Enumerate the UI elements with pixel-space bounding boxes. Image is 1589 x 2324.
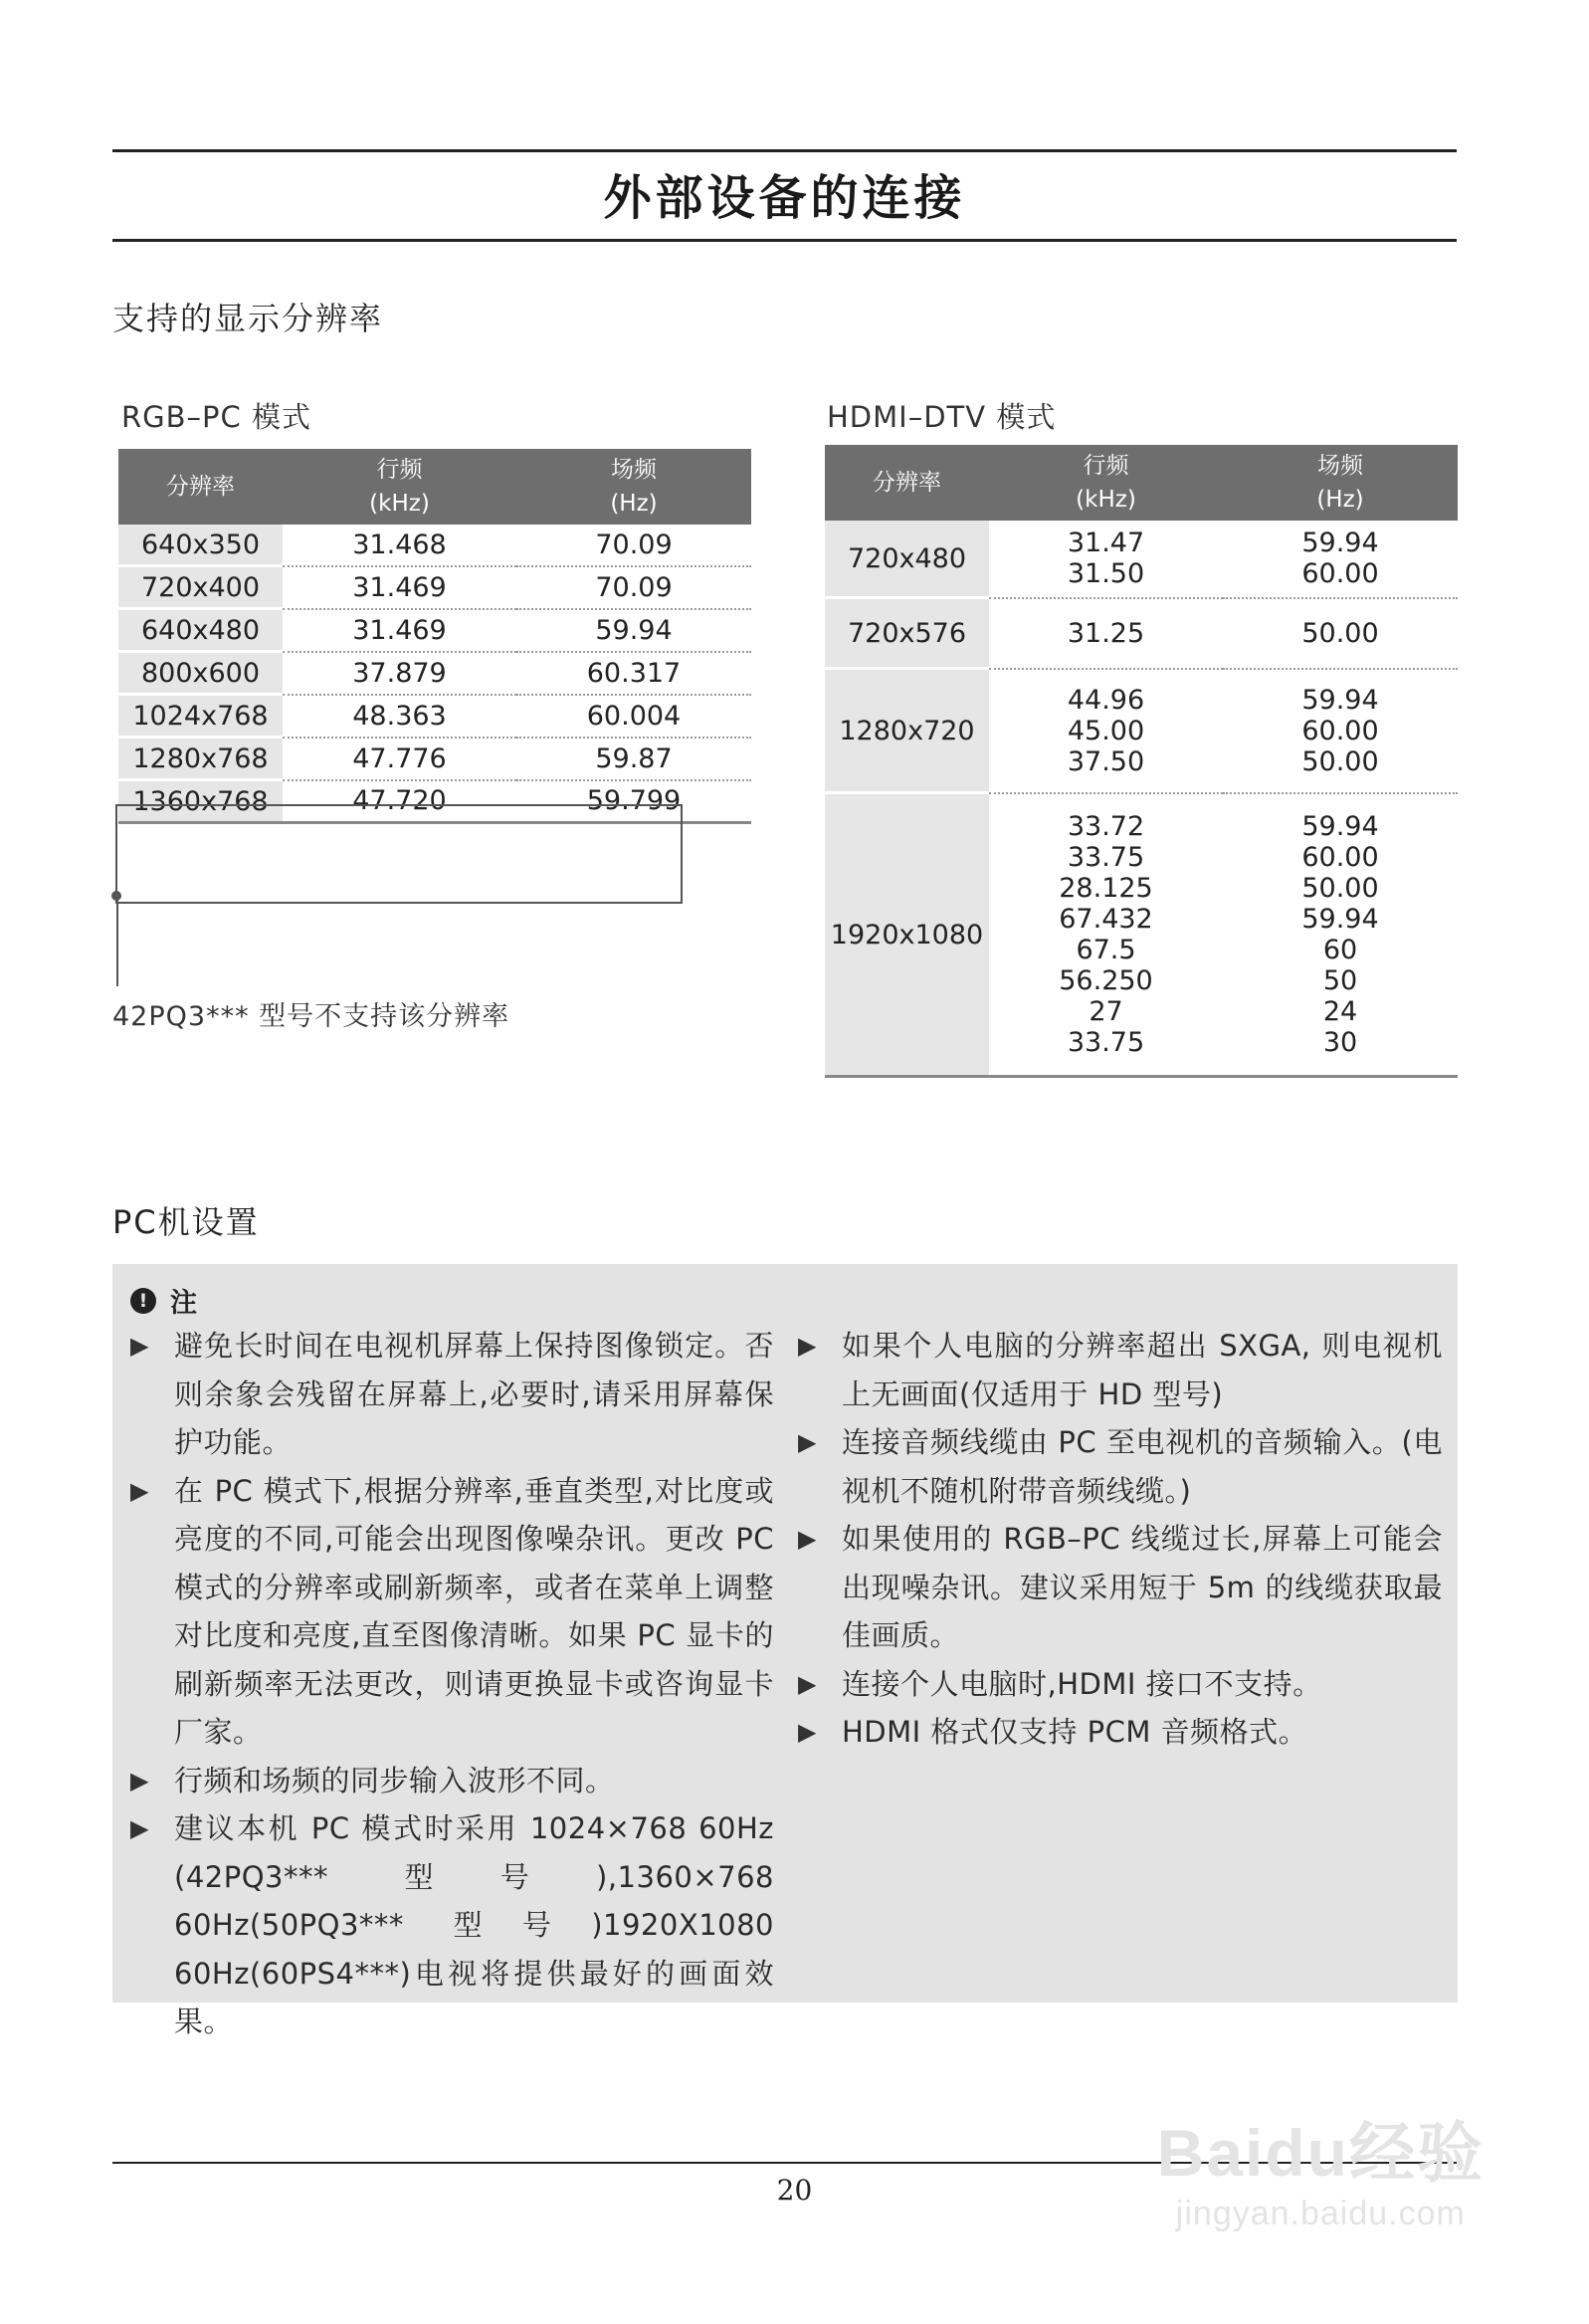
- table-header-row: [825, 445, 1458, 521]
- vfreq-cell: 70.09: [516, 566, 751, 609]
- rgb-pc-footnote: 42PQ3*** 型号不支持该分辨率: [112, 1001, 510, 1032]
- hfreq-value: 56.250: [1059, 964, 1153, 996]
- resolution-cell: 1280x768: [118, 738, 283, 780]
- hfreq-cell: 37.879: [283, 652, 516, 695]
- watermark-brand: Baidu经验: [1156, 2116, 1485, 2190]
- hfreq-value: 67.5: [1076, 934, 1136, 965]
- vfreq-cell: 59.799: [516, 780, 751, 823]
- note-left-column: [130, 1322, 774, 2046]
- note-item: [798, 1418, 1443, 1515]
- hfreq-value: 31.47: [1067, 528, 1145, 559]
- hfreq-cell: [989, 793, 1223, 1077]
- vfreq-value: 60.00: [1301, 841, 1379, 873]
- table-row: [825, 669, 1458, 793]
- vfreq-value: 24: [1322, 995, 1358, 1027]
- hfreq-cell: 47.720: [283, 780, 516, 823]
- vfreq-value: 59.94: [1301, 684, 1379, 716]
- section-heading-resolution: 支持的显示分辨率: [112, 300, 384, 337]
- hfreq-value: 33.72: [1067, 810, 1145, 842]
- note-text: 行频和场频的同步输入波形不同。: [174, 1763, 615, 1797]
- hfreq-value: 67.432: [1059, 903, 1153, 935]
- table-row: [118, 566, 751, 609]
- note-item: [798, 1708, 1443, 1757]
- hfreq-value: 37.50: [1067, 745, 1145, 777]
- hfreq-cell: 31.469: [283, 566, 516, 609]
- note-header: [130, 1281, 197, 1320]
- vfreq-cell: 59.94: [516, 609, 751, 652]
- bullet-triangle-icon: ▶: [130, 1814, 149, 1842]
- vfreq-value: 50.00: [1301, 617, 1379, 649]
- note-text: HDMI 格式仅支持 PCM 音频格式。: [842, 1715, 1308, 1749]
- table-header-row: [118, 449, 751, 525]
- vfreq-value: 50: [1322, 964, 1358, 996]
- note-item: [130, 1804, 774, 2046]
- note-text: 如果个人电脑的分辨率超出 SXGA, 则电视机上无画面(仅适用于 HD 型号): [842, 1329, 1443, 1411]
- hdmi-dtv-table: [825, 445, 1458, 1078]
- resolution-cell: 1280x720: [825, 669, 989, 793]
- table-row: [118, 738, 751, 780]
- resolution-cell: 720x576: [825, 598, 989, 669]
- bullet-triangle-icon: ▶: [130, 1766, 149, 1795]
- resolution-cell: 1360x768: [118, 780, 283, 823]
- header-resolution: 分辨率: [825, 445, 989, 521]
- hfreq-cell: 31.468: [283, 525, 516, 566]
- header-hfreq: 行频 (kHz): [283, 449, 516, 525]
- callout-line: [116, 899, 118, 986]
- top-rule-lower: [112, 239, 1457, 242]
- hfreq-cell: [989, 598, 1223, 669]
- note-right-column: [798, 1322, 1443, 1757]
- exclamation-icon: !: [130, 1288, 156, 1314]
- note-item: [798, 1322, 1443, 1418]
- header-resolution: 分辨率: [118, 449, 283, 525]
- bullet-triangle-icon: ▶: [130, 1332, 149, 1360]
- vfreq-value: 60: [1322, 934, 1358, 965]
- baidu-watermark: [1157, 2100, 1485, 2233]
- bullet-triangle-icon: ▶: [798, 1525, 817, 1553]
- vfreq-cell: 70.09: [516, 525, 751, 566]
- vfreq-cell: 60.004: [516, 695, 751, 738]
- resolution-cell: 640x350: [118, 525, 283, 566]
- hfreq-value: 27: [1089, 995, 1123, 1027]
- rgb-pc-caption: RGB–PC 模式: [121, 400, 311, 434]
- vfreq-value: 30: [1322, 1026, 1358, 1058]
- note-text: 避免长时间在电视机屏幕上保持图像锁定。否则余象会残留在屏幕上,必要时,请采用屏幕保护功能。: [174, 1329, 774, 1459]
- table-row: [118, 609, 751, 652]
- hfreq-cell: [989, 669, 1223, 793]
- resolution-cell: 800x600: [118, 652, 283, 695]
- vfreq-cell: [1223, 669, 1458, 793]
- header-hfreq: 行频 (kHz): [989, 445, 1223, 521]
- vfreq-cell: [1223, 598, 1458, 669]
- resolution-cell: 1024x768: [118, 695, 283, 738]
- table-row: [825, 598, 1458, 669]
- note-item: [130, 1757, 774, 1805]
- note-text: 连接音频线缆由 PC 至电视机的音频输入。(电视机不随机附带音频线缆。): [842, 1425, 1443, 1508]
- vfreq-cell: [1223, 521, 1458, 598]
- note-item: [130, 1322, 774, 1467]
- bullet-triangle-icon: ▶: [798, 1428, 817, 1456]
- hfreq-value: 31.50: [1067, 558, 1145, 590]
- resolution-cell: 720x480: [825, 521, 989, 598]
- table-row: [118, 525, 751, 566]
- note-text: 建议本机 PC 模式时采用 1024×768 60Hz (42PQ3*** 型号),1360×768 60Hz(50PQ3*** 型号)1920X1080 60Hz(60PS4***)电视将提供最好的画面效果。: [174, 1811, 774, 2038]
- hfreq-cell: 31.469: [283, 609, 516, 652]
- page-title: 外部设备的连接: [603, 170, 966, 226]
- top-rule-upper: [112, 149, 1457, 152]
- header-vfreq: 场频 (Hz): [1223, 445, 1458, 521]
- note-item: [798, 1660, 1443, 1709]
- vfreq-value: 59.94: [1301, 810, 1379, 842]
- table-row: [118, 695, 751, 738]
- note-text: 在 PC 模式下,根据分辨率,垂直类型,对比度或亮度的不同,可能会出现图像噪杂讯。更改 PC 模式的分辨率或刷新频率，或者在菜单上调整对比度和亮度,直至图像清晰。如果 PC 显卡的刷新频率无法更改，则请更换显卡或咨询显卡厂家。: [174, 1473, 774, 1749]
- header-vfreq: 场频 (Hz): [516, 449, 751, 525]
- unsupported-highlight-box: [115, 804, 683, 904]
- hfreq-value: 31.25: [1067, 617, 1145, 649]
- resolution-cell: 640x480: [118, 609, 283, 652]
- vfreq-value: 50.00: [1301, 745, 1379, 777]
- hfreq-cell: 47.776: [283, 738, 516, 780]
- vfreq-value: 60.00: [1301, 558, 1379, 590]
- vfreq-cell: [1223, 793, 1458, 1077]
- hdmi-dtv-caption: HDMI–DTV 模式: [827, 400, 1057, 434]
- bullet-triangle-icon: ▶: [798, 1718, 817, 1746]
- hfreq-cell: 48.363: [283, 695, 516, 738]
- vfreq-cell: 59.87: [516, 738, 751, 780]
- note-item: [798, 1515, 1443, 1660]
- section-heading-pc: PC机设置: [112, 1203, 260, 1241]
- bullet-triangle-icon: ▶: [798, 1332, 817, 1360]
- vfreq-cell: 60.317: [516, 652, 751, 695]
- rgb-pc-table: [118, 449, 751, 824]
- vfreq-value: 50.00: [1301, 872, 1379, 904]
- hfreq-cell: [989, 521, 1223, 598]
- vfreq-value: 59.94: [1301, 528, 1379, 559]
- watermark-url: jingyan.baidu.com: [1175, 2195, 1466, 2232]
- bullet-triangle-icon: ▶: [798, 1669, 817, 1698]
- resolution-cell: 720x400: [118, 566, 283, 609]
- hfreq-value: 28.125: [1059, 872, 1153, 904]
- page-number: 20: [776, 2174, 813, 2207]
- table-row: [825, 793, 1458, 1077]
- note-text: 如果使用的 RGB–PC 线缆过长,屏幕上可能会出现噪杂讯。建议采用短于 5m 的线缆获取最佳画质。: [842, 1522, 1443, 1652]
- resolution-cell: 1920x1080: [825, 793, 989, 1077]
- hfreq-value: 33.75: [1067, 1026, 1145, 1058]
- hfreq-value: 44.96: [1067, 684, 1145, 716]
- table-row: [825, 521, 1458, 598]
- hfreq-value: 45.00: [1067, 715, 1145, 746]
- vfreq-value: 60.00: [1301, 715, 1379, 746]
- bullet-triangle-icon: ▶: [130, 1476, 149, 1505]
- note-label: 注: [170, 1288, 197, 1319]
- note-item: [130, 1467, 774, 1757]
- hfreq-value: 33.75: [1067, 841, 1145, 873]
- vfreq-value: 59.94: [1301, 903, 1379, 935]
- table-row: [118, 652, 751, 695]
- note-text: 连接个人电脑时,HDMI 接口不支持。: [842, 1666, 1322, 1701]
